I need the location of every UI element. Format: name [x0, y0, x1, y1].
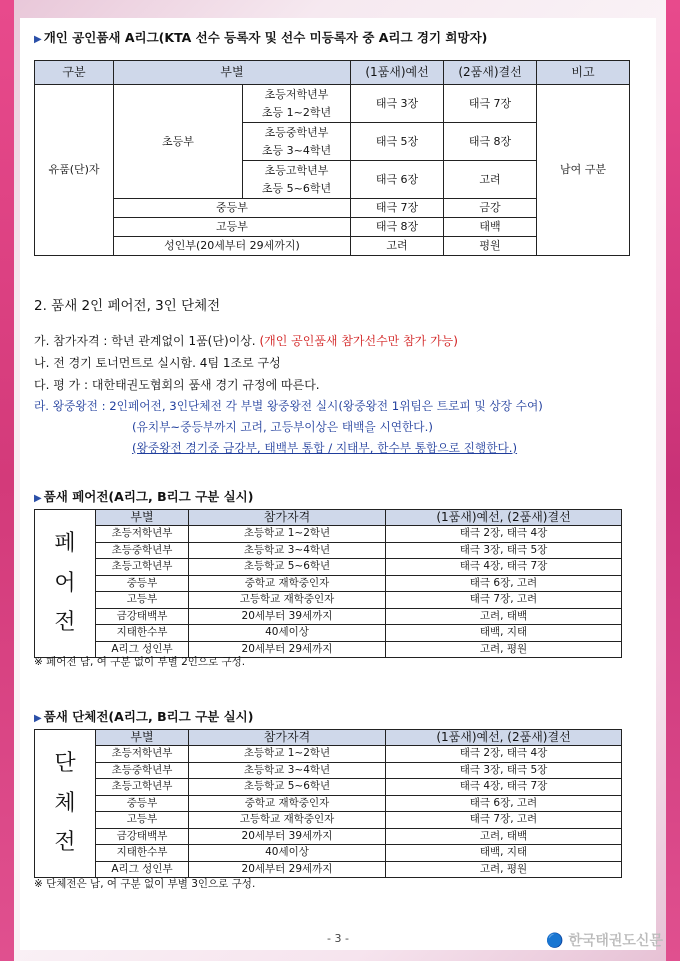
- pair-table-row: [35, 625, 622, 642]
- division-cell: 초등고학년부: [96, 559, 189, 576]
- final-cell: 평원: [444, 237, 537, 256]
- eligibility-cell: 초등학교 1~2학년: [189, 526, 386, 543]
- poomsae-cell: 고려, 평원: [386, 861, 622, 878]
- team-header-division: 부별: [96, 730, 189, 746]
- team-header-poomsae: (1품새)예선, (2품새)결선: [386, 730, 622, 746]
- eligibility-cell: 중학교 재학중인자: [189, 795, 386, 812]
- header-division: 부별: [114, 61, 351, 85]
- pair-header-poomsae: (1품새)예선, (2품새)결선: [386, 510, 622, 526]
- header-final: (2품새)결선: [444, 61, 537, 85]
- team-label-cell: 단 체 전: [35, 730, 96, 878]
- grade-range: 초등 3~4학년: [243, 142, 351, 161]
- division-cell: 금강태백부: [96, 828, 189, 845]
- triangle-bullet-icon: ▶: [34, 34, 42, 45]
- division-cell: 중등부: [96, 795, 189, 812]
- team-table-row: [35, 828, 622, 845]
- team-section-title: ▶ 품새 단체전(A리그, B리그 구분 실시): [34, 709, 254, 724]
- prelim-cell: 태극 7장: [351, 199, 444, 218]
- remark-cell: 남여 구분: [537, 85, 630, 256]
- eligibility-cell: 초등학교 1~2학년: [189, 746, 386, 763]
- triangle-bullet-icon: ▶: [34, 713, 42, 724]
- division-cell: 중등부: [96, 575, 189, 592]
- team-table-row: [35, 812, 622, 829]
- division-cell: 지태한수부: [96, 845, 189, 862]
- team-header-eligibility: 참가자격: [189, 730, 386, 746]
- page-number: - 3 -: [327, 932, 349, 945]
- sub-division: 초등중학년부: [243, 123, 351, 142]
- eligibility-cell: 고등학교 재학중인자: [189, 812, 386, 829]
- division-cell: 초등저학년부: [96, 746, 189, 763]
- team-table-row: [35, 762, 622, 779]
- header-category: 구분: [35, 61, 114, 85]
- pair-note: ※ 페어전 남, 여 구분 없이 부별 2인으로 구성.: [34, 656, 246, 668]
- final-cell: 고려: [444, 161, 537, 199]
- item-ra: 라. 왕중왕전 : 2인페어전, 3인단체전 각 부별 왕중왕전 실시(왕중왕전 1위팀은 트로피 및 상장 수여): [34, 399, 543, 413]
- poomsae-cell: 고려, 평원: [386, 641, 622, 658]
- pair-table-row: [35, 575, 622, 592]
- pair-table-row: [35, 542, 622, 559]
- poomsae-cell: 태극 4장, 태극 7장: [386, 559, 622, 576]
- division-cell: 성인부(20세부터 29세까지): [114, 237, 351, 256]
- pair-section-title: ▶ 품새 페어전(A리그, B리그 구분 실시): [34, 489, 254, 504]
- eligibility-cell: 20세부터 29세까지: [189, 861, 386, 878]
- division-cell: 초등중학년부: [96, 762, 189, 779]
- item-ra-note2: (왕중왕전 경기중 금강부, 태백부 통합 / 지태부, 한수부 통합으로 진행한다.): [132, 441, 518, 455]
- prelim-cell: 태극 8장: [351, 218, 444, 237]
- division-cell: 지태한수부: [96, 625, 189, 642]
- grade-range: 초등 5~6학년: [243, 180, 351, 199]
- right-border-decoration: [666, 0, 680, 961]
- pair-header-eligibility: 참가자격: [189, 510, 386, 526]
- team-table-row: [35, 795, 622, 812]
- division-cell: 중등부: [114, 199, 351, 218]
- poomsae-cell: 태백, 지태: [386, 845, 622, 862]
- team-table-row: [35, 845, 622, 862]
- poomsae-cell: 태극 3장, 태극 5장: [386, 542, 622, 559]
- poomsae-cell: 고려, 태백: [386, 828, 622, 845]
- team-note: ※ 단체전은 남, 여 구분 없이 부별 3인으로 구성.: [34, 878, 256, 890]
- poomsae-cell: 태극 4장, 태극 7장: [386, 779, 622, 796]
- pair-table-row: [35, 608, 622, 625]
- prelim-cell: 태극 3장: [351, 85, 444, 123]
- eligibility-cell: 40세이상: [189, 625, 386, 642]
- poomsae-cell: 태극 6장, 고려: [386, 795, 622, 812]
- eligibility-cell: 초등학교 3~4학년: [189, 762, 386, 779]
- header-remark: 비고: [537, 61, 630, 85]
- pair-table-row: [35, 526, 622, 543]
- division-cell: 초등고학년부: [96, 779, 189, 796]
- header-prelim: (1품새)예선: [351, 61, 444, 85]
- pair-table-row: [35, 592, 622, 609]
- pair-header-division: 부별: [96, 510, 189, 526]
- watermark-logo: 🔵 한국태권도신문: [546, 933, 663, 949]
- division-cell: 초등중학년부: [96, 542, 189, 559]
- pair-table: [34, 509, 622, 658]
- item-da: 다. 평 가 : 대한태권도협회의 품새 경기 규정에 따른다.: [34, 378, 320, 392]
- eligibility-cell: 40세이상: [189, 845, 386, 862]
- prelim-cell: 태극 5장: [351, 123, 444, 161]
- document-page: [20, 18, 656, 950]
- group-cell: 유품(단)자: [35, 85, 114, 256]
- individual-poomsae-table: [34, 60, 630, 256]
- poomsae-cell: 태극 7장, 고려: [386, 812, 622, 829]
- division-cell: 고등부: [96, 592, 189, 609]
- eligibility-cell: 20세부터 29세까지: [189, 641, 386, 658]
- team-table: [34, 729, 622, 878]
- eligibility-cell: 고등학교 재학중인자: [189, 592, 386, 609]
- final-cell: 태극 7장: [444, 85, 537, 123]
- triangle-bullet-icon: ▶: [34, 493, 42, 504]
- eligibility-cell: 초등학교 3~4학년: [189, 542, 386, 559]
- grade-range: 초등 1~2학년: [243, 104, 351, 123]
- pair-label-cell: 페 어 전: [35, 510, 96, 658]
- item-na: 나. 전 경기 토너먼트로 실시함. 4팀 1조로 구성: [34, 356, 281, 370]
- division-cell: 초등저학년부: [96, 526, 189, 543]
- poomsae-cell: 태백, 지태: [386, 625, 622, 642]
- division-cell: 금강태백부: [96, 608, 189, 625]
- poomsae-cell: 태극 6장, 고려: [386, 575, 622, 592]
- final-cell: 태백: [444, 218, 537, 237]
- poomsae-cell: 태극 3장, 태극 5장: [386, 762, 622, 779]
- poomsae-cell: 고려, 태백: [386, 608, 622, 625]
- section1-title: ▶ 개인 공인품새 A리그(KTA 선수 등록자 및 선수 미등록자 중 A리그 경기 희망자): [34, 30, 488, 45]
- prelim-cell: 고려: [351, 237, 444, 256]
- team-table-row: [35, 746, 622, 763]
- eligibility-cell: 초등학교 5~6학년: [189, 779, 386, 796]
- division-cell: A리그 성인부: [96, 641, 189, 658]
- sub-division: 초등고학년부: [243, 161, 351, 180]
- eligibility-cell: 20세부터 39세까지: [189, 828, 386, 845]
- prelim-cell: 태극 6장: [351, 161, 444, 199]
- team-table-row: [35, 779, 622, 796]
- division-cell: 고등부: [96, 812, 189, 829]
- poomsae-cell: 태극 2장, 태극 4장: [386, 746, 622, 763]
- eligibility-cell: 중학교 재학중인자: [189, 575, 386, 592]
- item-ra-note1: (유치부~중등부까지 고려, 고등부이상은 태백을 시연한다.): [132, 420, 433, 434]
- elementary-cell: 초등부: [114, 85, 243, 199]
- left-border-decoration: [0, 0, 14, 961]
- item-ga: 가. 참가자격 : 학년 관계없이 1품(단)이상. (개인 공인품새 참가선수만 참가 가능): [34, 334, 458, 348]
- poomsae-cell: 태극 2장, 태극 4장: [386, 526, 622, 543]
- sub-division: 초등저학년부: [243, 85, 351, 104]
- poomsae-cell: 태극 7장, 고려: [386, 592, 622, 609]
- division-cell: 고등부: [114, 218, 351, 237]
- final-cell: 금강: [444, 199, 537, 218]
- eligibility-cell: 20세부터 39세까지: [189, 608, 386, 625]
- section2-heading: 2. 품새 2인 페어전, 3인 단체전: [34, 298, 221, 314]
- final-cell: 태극 8장: [444, 123, 537, 161]
- pair-table-row: [35, 559, 622, 576]
- eligibility-cell: 초등학교 5~6학년: [189, 559, 386, 576]
- division-cell: A리그 성인부: [96, 861, 189, 878]
